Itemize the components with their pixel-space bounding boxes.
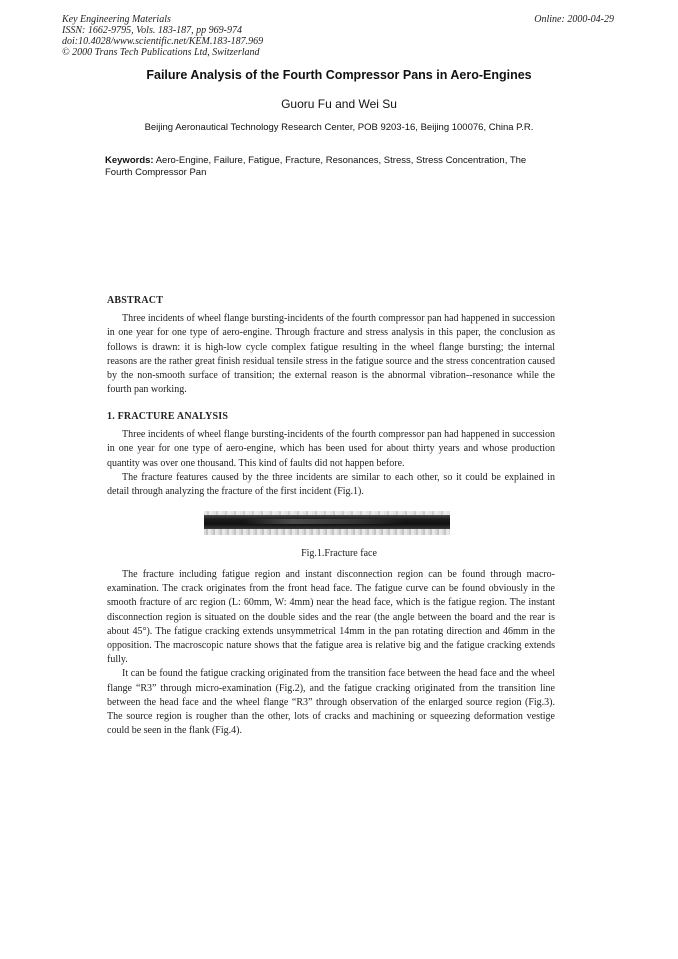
author-affiliation: Beijing Aeronautical Technology Research Center, POB 9203-16, Beijing 100076, China P.R.: [144, 122, 534, 133]
fracture-analysis-section: [107, 410, 555, 499]
keywords-label: Keywords:: [105, 155, 154, 166]
fracture-analysis-continued: [107, 568, 555, 738]
abstract-text: Three incidents of wheel flange bursting-incidents of the fourth compressor pan had happened in succession in one year for one type of aero-engine. Through fracture and stress analysis in this paper, the conclusion as follows is drawn: it is high-low cycle complex fatigue resulting in the wheel flange bursting; the internal reasons are the rather great finish residual tensile stress in the fatigue source and the stress concentration caused by the non-smooth surface of transition; the external reason is the abnormal vibration--resonance while the fourth pan working.: [107, 313, 555, 396]
fracture-face-image: [204, 511, 450, 535]
figure-caption: Fig.1.Fracture face: [301, 548, 377, 559]
paragraph: Three incidents of wheel flange bursting-incidents of the fourth compressor pan had happened in succession in one year for one type of aero-engine, which has been used for about thirty years and whose production quantity was over one thousand. This kind of faults did not happen before.: [107, 429, 555, 469]
abstract-section: [107, 294, 555, 397]
paragraph: The fracture features caused by the three incidents are similar to each other, so it could be explained in detail through analyzing the fracture of the first incident (Fig.1).: [107, 471, 555, 498]
issn-line: ISSN: 1662-9795, Vols. 183-187, pp 969-974: [62, 25, 242, 36]
paragraph: It can be found the fatigue cracking originated from the transition face between the head face and the wheel flange “R3” through micro-examination (Fig.2), and the fatigue cracking originated from the transition line between the head face and the wheel flange “R3” through observation of the enlarged source region (Fig.3). The source region is rougher than the other, lots of cracks and machining or squeezing deformation vestige could be seen in the flank (Fig.4).: [107, 668, 555, 737]
copyright-line: © 2000 Trans Tech Publications Ltd, Switzerland: [62, 47, 260, 58]
section-heading: 1. FRACTURE ANALYSIS: [107, 411, 229, 422]
paper-title: Failure Analysis of the Fourth Compressor Pans in Aero-Engines: [146, 68, 532, 82]
journal-header: [62, 14, 422, 58]
keywords-block: [105, 155, 555, 179]
keywords-text: Aero-Engine, Failure, Fatigue, Fracture, Resonances, Stress, Stress Concentration, The Fourth Compressor Pan: [105, 155, 527, 178]
online-date: Online: 2000-04-29: [534, 14, 614, 25]
journal-name: Key Engineering Materials: [62, 14, 171, 25]
abstract-heading: ABSTRACT: [107, 295, 164, 306]
doi-line: doi:10.4028/www.scientific.net/KEM.183-187.969: [62, 36, 264, 47]
paragraph: The fracture including fatigue region and instant disconnection region can be found through macro-examination. The crack originates from the front head face. The fatigue curve can be found obviously in the smooth fracture of arc region (L: 60mm, W: 4mm) near the head face, which is the fatigue region. The instant disconnection region is situated on the double sides and the rear (the angle between the board and the rear is about 45°). The fatigue cracking extends unsymmetrical 14mm in the pan rotating direction and 46mm in the opposition. The macroscopic nature shows that the fatigue area is relative big and the fatigue cracking extends fully.: [107, 569, 555, 666]
paper-authors: Guoru Fu and Wei Su: [281, 97, 397, 111]
